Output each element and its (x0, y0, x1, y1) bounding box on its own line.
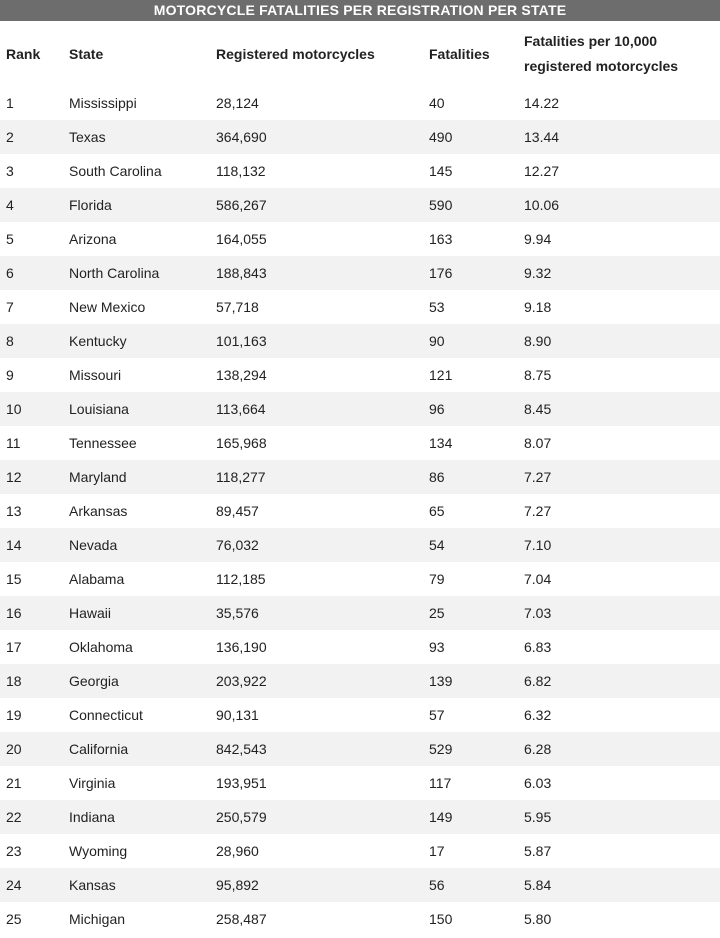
cell-registered: 35,576 (216, 605, 259, 621)
table-title: MOTORCYCLE FATALITIES PER REGISTRATION PER STATE (0, 0, 720, 21)
cell-registered: 203,922 (216, 673, 267, 689)
cell-fatalities: 117 (429, 775, 452, 791)
cell-registered: 112,185 (216, 571, 266, 587)
cell-fatalities: 93 (429, 639, 445, 655)
column-header-registered: Registered motorcycles (216, 45, 375, 62)
cell-rank: 15 (6, 571, 22, 587)
cell-registered: 28,960 (216, 843, 259, 859)
cell-rank: 17 (6, 639, 22, 655)
cell-rate: 13.44 (524, 129, 560, 145)
fatalities-table (0, 21, 720, 936)
cell-rate: 7.27 (524, 503, 552, 519)
table-row (0, 256, 720, 290)
cell-state: Georgia (69, 673, 119, 689)
table-row (0, 324, 720, 358)
cell-registered: 193,951 (216, 775, 267, 791)
cell-fatalities: 150 (429, 911, 453, 927)
table-body (0, 86, 720, 936)
cell-state: Virginia (69, 775, 116, 791)
table-row (0, 902, 720, 936)
cell-fatalities: 65 (429, 503, 445, 519)
cell-registered: 258,487 (216, 911, 267, 927)
cell-rate: 9.18 (524, 299, 552, 315)
table-row (0, 460, 720, 494)
cell-registered: 364,690 (216, 129, 267, 145)
table-row (0, 358, 720, 392)
cell-rank: 19 (6, 707, 22, 723)
cell-rank: 11 (6, 435, 21, 451)
cell-rank: 22 (6, 809, 22, 825)
cell-rate: 8.07 (524, 435, 552, 451)
cell-state: Connecticut (69, 707, 143, 723)
cell-rate: 6.28 (524, 741, 552, 757)
cell-registered: 842,543 (216, 741, 267, 757)
cell-fatalities: 490 (429, 129, 453, 145)
cell-rank: 24 (6, 877, 22, 893)
cell-state: Mississippi (69, 95, 137, 111)
cell-rate: 6.83 (524, 639, 552, 655)
cell-registered: 136,190 (216, 639, 267, 655)
cell-registered: 76,032 (216, 537, 259, 553)
table-row (0, 120, 720, 154)
table-row (0, 732, 720, 766)
cell-fatalities: 96 (429, 401, 445, 417)
cell-fatalities: 57 (429, 707, 445, 723)
cell-state: Texas (69, 129, 106, 145)
cell-registered: 138,294 (216, 367, 267, 383)
cell-registered: 250,579 (216, 809, 267, 825)
cell-fatalities: 56 (429, 877, 445, 893)
cell-rank: 13 (6, 503, 22, 519)
cell-registered: 188,843 (216, 265, 267, 281)
table-row (0, 834, 720, 868)
cell-state: New Mexico (69, 299, 146, 315)
cell-state: Arkansas (69, 503, 128, 519)
cell-rate: 9.32 (524, 265, 552, 281)
cell-rank: 14 (6, 537, 22, 553)
cell-rate: 10.06 (524, 197, 560, 213)
cell-state: Michigan (69, 911, 126, 927)
cell-registered: 95,892 (216, 877, 259, 893)
cell-rate: 7.27 (524, 469, 552, 485)
cell-rate: 12.27 (524, 163, 560, 179)
table-row (0, 630, 720, 664)
cell-rate: 8.90 (524, 333, 552, 349)
cell-state: Oklahoma (69, 639, 133, 655)
cell-rank: 21 (6, 775, 22, 791)
cell-rank: 23 (6, 843, 22, 859)
column-header-fatalities: Fatalities (429, 45, 490, 62)
cell-state: Arizona (69, 231, 117, 247)
cell-rank: 4 (6, 197, 14, 213)
cell-registered: 113,664 (216, 401, 266, 417)
cell-state: Louisiana (69, 401, 129, 417)
cell-fatalities: 17 (429, 843, 445, 859)
cell-rate: 5.87 (524, 843, 552, 859)
cell-rank: 9 (6, 367, 14, 383)
cell-rank: 10 (6, 401, 22, 417)
table-row (0, 596, 720, 630)
cell-registered: 90,131 (216, 707, 259, 723)
cell-registered: 57,718 (216, 299, 259, 315)
cell-rate: 5.95 (524, 809, 552, 825)
cell-state: Florida (69, 197, 112, 213)
cell-rank: 25 (6, 911, 22, 927)
cell-fatalities: 134 (429, 435, 453, 451)
table-row (0, 800, 720, 834)
cell-state: Maryland (69, 469, 127, 485)
cell-rate: 14.22 (524, 95, 560, 111)
cell-state: Hawaii (69, 605, 112, 621)
cell-rank: 16 (6, 605, 22, 621)
cell-state: South Carolina (69, 163, 162, 179)
table-row (0, 154, 720, 188)
cell-rate: 7.10 (524, 537, 552, 553)
column-header-rank: Rank (6, 45, 41, 62)
cell-state: Nevada (69, 537, 118, 553)
cell-rank: 7 (6, 299, 14, 315)
cell-registered: 118,132 (216, 163, 266, 179)
table-row (0, 188, 720, 222)
table-row (0, 664, 720, 698)
cell-rank: 12 (6, 469, 22, 485)
cell-fatalities: 163 (429, 231, 453, 247)
column-header-rate: Fatalities per 10,000 registered motorcycles (524, 32, 679, 74)
cell-registered: 164,055 (216, 231, 267, 247)
cell-rank: 3 (6, 163, 14, 179)
cell-rate: 8.45 (524, 401, 552, 417)
table-row (0, 766, 720, 800)
cell-rank: 20 (6, 741, 22, 757)
cell-rank: 5 (6, 231, 14, 247)
cell-registered: 586,267 (216, 197, 267, 213)
cell-fatalities: 90 (429, 333, 445, 349)
cell-rate: 6.32 (524, 707, 552, 723)
cell-rank: 18 (6, 673, 22, 689)
cell-rank: 8 (6, 333, 14, 349)
cell-fatalities: 40 (429, 95, 445, 111)
cell-registered: 165,968 (216, 435, 267, 451)
cell-rate: 9.94 (524, 231, 552, 247)
cell-rank: 6 (6, 265, 14, 281)
cell-state: Indiana (69, 809, 115, 825)
table-row (0, 698, 720, 732)
table-row (0, 290, 720, 324)
cell-fatalities: 149 (429, 809, 453, 825)
table-row (0, 392, 720, 426)
cell-fatalities: 121 (429, 367, 453, 383)
cell-state: Alabama (69, 571, 125, 587)
cell-rate: 7.04 (524, 571, 552, 587)
cell-registered: 101,163 (216, 333, 267, 349)
cell-fatalities: 176 (429, 265, 453, 281)
cell-registered: 89,457 (216, 503, 259, 519)
cell-state: Kentucky (69, 333, 127, 349)
cell-state: Wyoming (69, 843, 128, 859)
header-row (0, 21, 720, 86)
cell-state: Kansas (69, 877, 116, 893)
table-row (0, 528, 720, 562)
cell-rate: 5.80 (524, 911, 552, 927)
table-row (0, 86, 720, 120)
table-row (0, 562, 720, 596)
table-row (0, 868, 720, 902)
table-row (0, 494, 720, 528)
cell-fatalities: 139 (429, 673, 453, 689)
table-header (0, 21, 720, 86)
cell-registered: 28,124 (216, 95, 259, 111)
cell-fatalities: 590 (429, 197, 453, 213)
cell-rate: 7.03 (524, 605, 552, 621)
cell-fatalities: 145 (429, 163, 453, 179)
cell-rate: 5.84 (524, 877, 552, 893)
cell-fatalities: 79 (429, 571, 445, 587)
cell-fatalities: 86 (429, 469, 445, 485)
cell-registered: 118,277 (216, 469, 266, 485)
cell-rank: 1 (6, 95, 14, 111)
cell-state: California (69, 741, 129, 757)
cell-fatalities: 25 (429, 605, 445, 621)
cell-rate: 6.82 (524, 673, 552, 689)
cell-state: Tennessee (69, 435, 137, 451)
cell-fatalities: 529 (429, 741, 453, 757)
cell-rate: 8.75 (524, 367, 552, 383)
column-header-state: State (69, 45, 104, 62)
cell-state: Missouri (69, 367, 122, 383)
table-row (0, 222, 720, 256)
cell-fatalities: 53 (429, 299, 445, 315)
cell-rank: 2 (6, 129, 14, 145)
table-row (0, 426, 720, 460)
cell-rate: 6.03 (524, 775, 552, 791)
cell-state: North Carolina (69, 265, 160, 281)
cell-fatalities: 54 (429, 537, 445, 553)
